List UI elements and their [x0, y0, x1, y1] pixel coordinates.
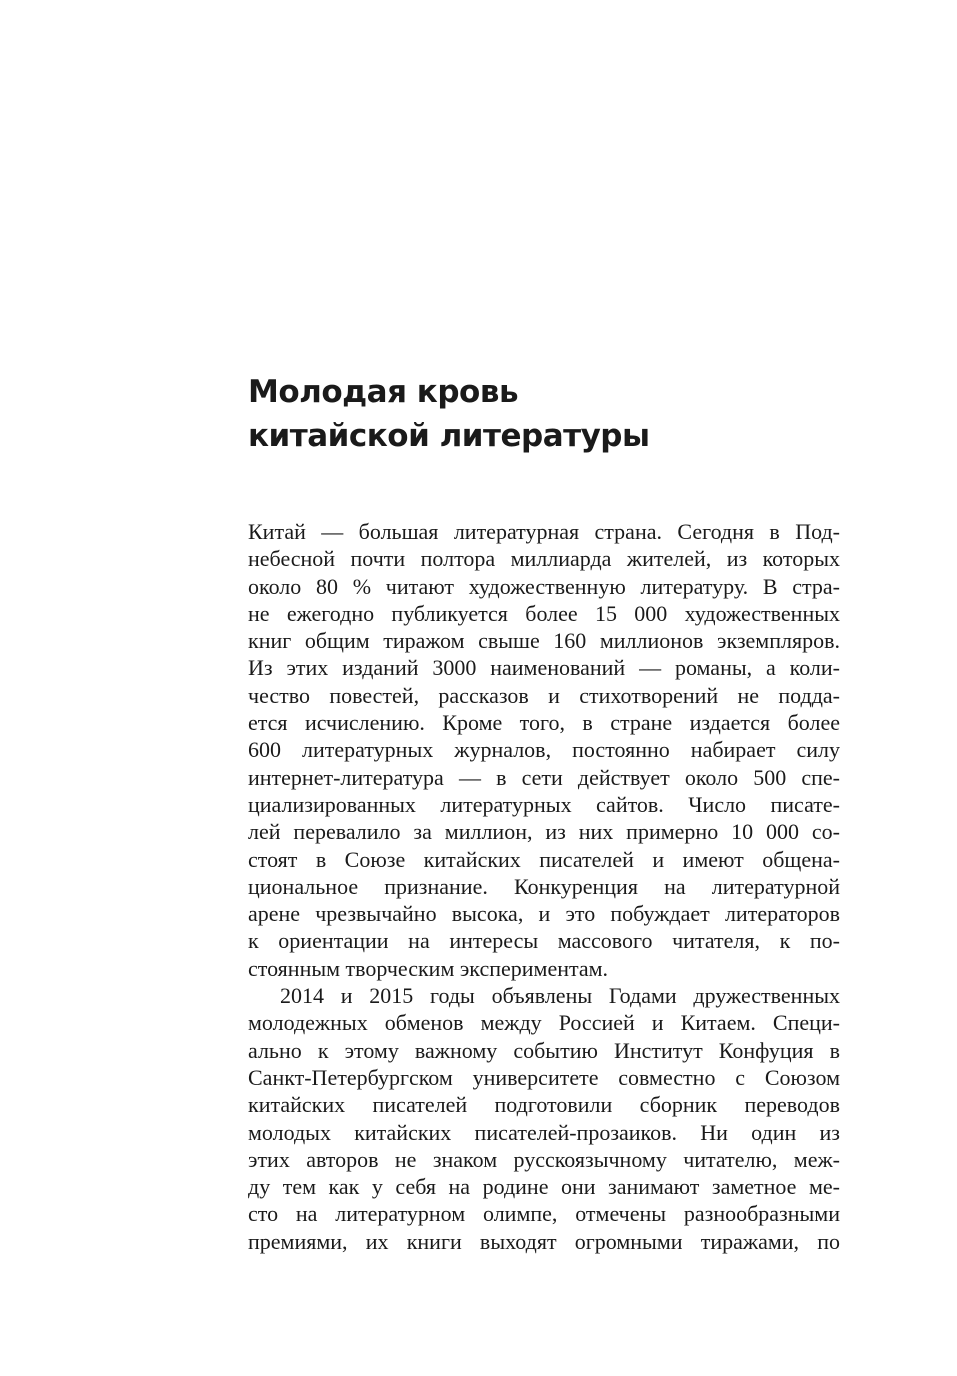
text-line: этих авторов не знаком русскоязычному читателю, меж-: [248, 1146, 840, 1172]
text-line: не ежегодно публикуется более 15 000 художественных: [248, 600, 840, 626]
text-line: ду тем как у себя на родине они занимают заметное ме-: [248, 1174, 840, 1200]
text-line: арене чрезвычайно высока, и это побуждает литераторов: [248, 901, 840, 927]
page-title: [248, 370, 848, 458]
page-title-line-1: Молодая кровь: [248, 374, 519, 410]
page-title-line-2: китайской литературы: [248, 418, 650, 454]
text-line: 600 литературных журналов, постоянно набирает силу: [248, 737, 840, 763]
text-line: около 80 % читают художественную литературу. В стра-: [248, 573, 840, 599]
text-line: лей перевалило за миллион, из них примерно 10 000 со-: [248, 819, 840, 845]
text-line: циональное признание. Конкуренция на литературной: [248, 873, 840, 899]
text-line: ально к этому важному событию Институт Конфуция в: [248, 1037, 840, 1063]
text-line: китайских писателей подготовили сборник переводов: [248, 1092, 840, 1118]
text-line: Китай — большая литературная страна. Сегодня в Под-: [248, 519, 840, 544]
paragraph-2: [248, 982, 840, 1255]
text-line: циализированных литературных сайтов. Число писате-: [248, 791, 840, 817]
text-line: сто на литературном олимпе, отмечены разнообразными: [248, 1201, 840, 1227]
text-line: книг общим тиражом свыше 160 миллионов экземпляров.: [248, 628, 840, 654]
text-line: молодых китайских писателей-прозаиков. Ни один из: [248, 1119, 840, 1145]
text-line: небесной почти полтора миллиарда жителей, из которых: [248, 546, 840, 572]
text-line: чество повестей, рассказов и стихотворений не подда-: [248, 682, 840, 708]
text-line: к ориентации на интересы массового читателя, к по-: [248, 928, 840, 954]
text-line: премиями, их книги выходят огромными тиражами, по: [248, 1228, 840, 1254]
text-line: ется исчислению. Кроме того, в стране издается более: [248, 710, 840, 736]
text-line: молодежных обменов между Россией и Китаем. Специ-: [248, 1010, 840, 1036]
text-line: Из этих изданий 3000 наименований — романы, а коли-: [248, 655, 840, 681]
paragraph-1: [248, 518, 840, 982]
text-line: стоянным творческим экспериментам.: [248, 955, 609, 981]
text-line: 2014 и 2015 годы объявлены Годами дружественных: [280, 983, 840, 1009]
text-line: интернет-литература — в сети действует около 500 спе-: [248, 764, 840, 790]
body-text: [248, 518, 840, 1255]
text-line: Санкт-Петербургском университете совместно с Союзом: [248, 1064, 840, 1090]
text-line: стоят в Союзе китайских писателей и имеют общена-: [248, 846, 840, 872]
